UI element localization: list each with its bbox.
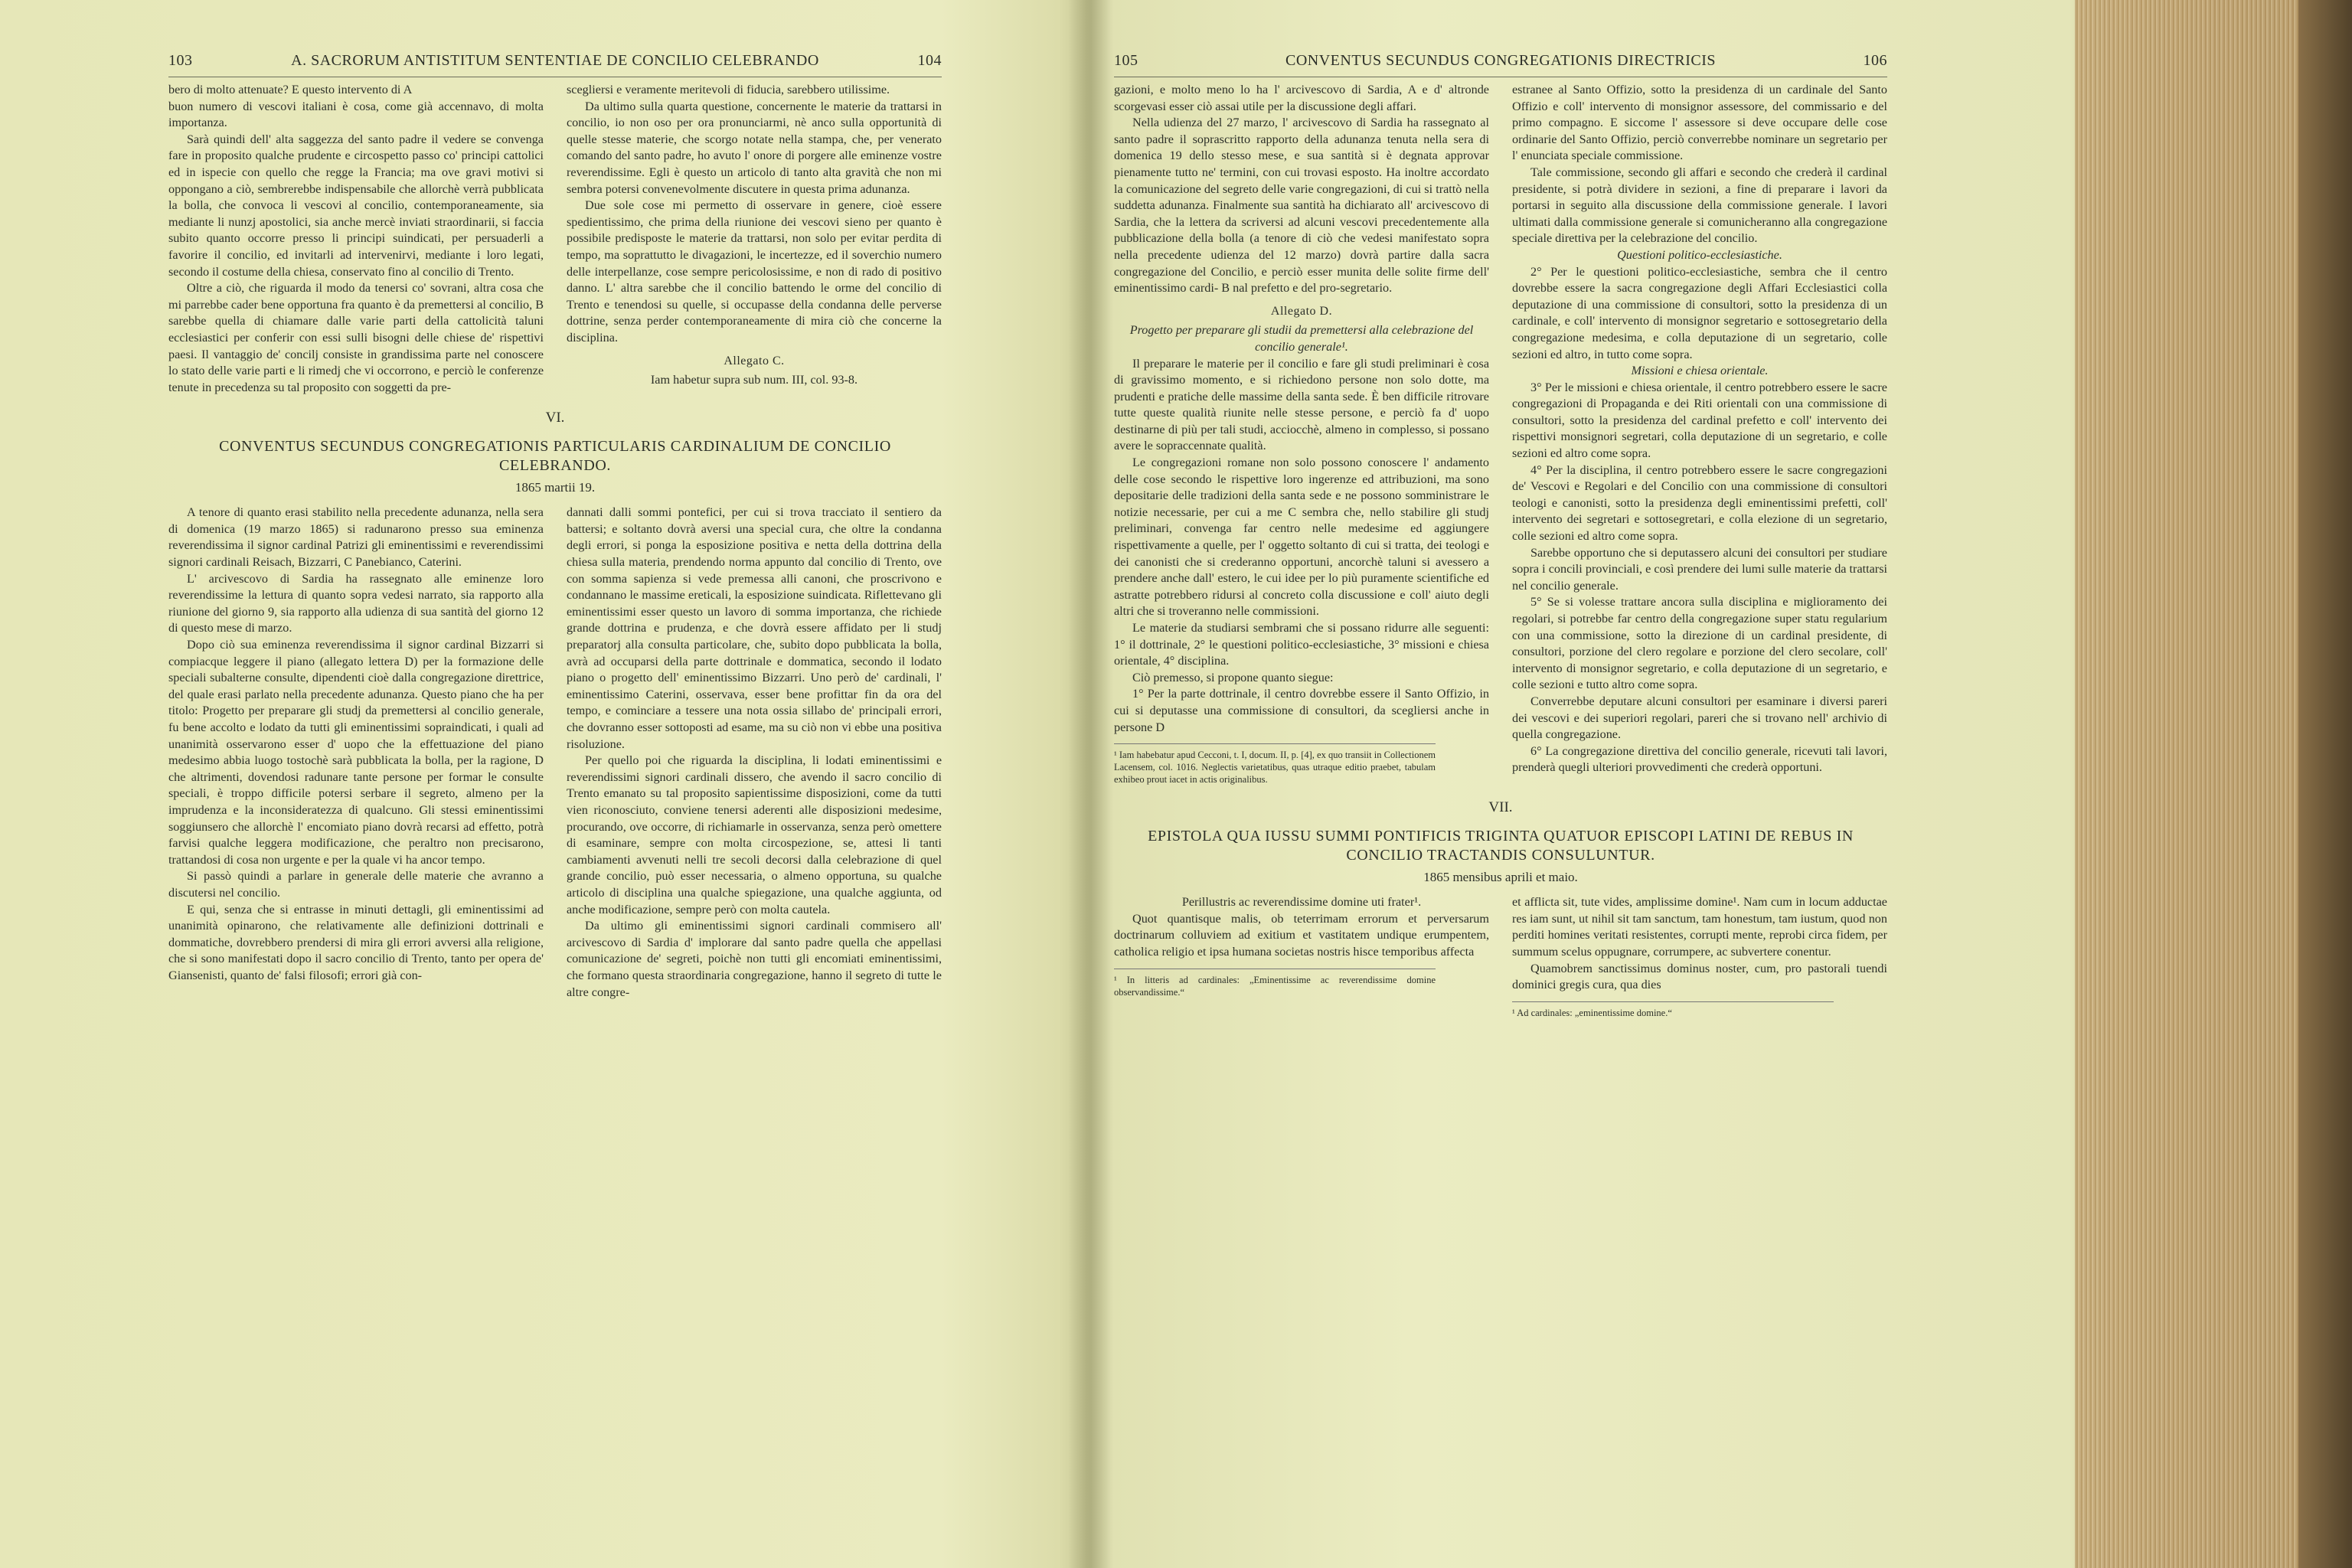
columns-top (1114, 82, 1887, 786)
paragraph: Si passò quindi a parlare in generale delle materie che avranno a discutersi nel concilio. (168, 869, 544, 900)
paragraph: 1° Per la parte dottrinale, il centro dovrebbe essere il Santo Offizio, in cui si deputasse una commissione di consultori, da scegliersi anche in persone D (1114, 687, 1489, 734)
right-page (1114, 46, 1887, 1019)
paragraph: Due sole cose mi permetto di osservare in genere, cioè essere spedientissimo, che prima della riunione dei vescovi sieno per quanto è possibile predisposte le materie da trattarsi, non solo per evitar perdita di tempo, ma soprattutto le divagazioni, le incertezze, ed il soverchio numero delle interpellanze, cose sempre pericolosissime, e non di rado di positivo danno. L' altra sarebbe che il concilio battendo le orme del concilio di Trento e tenendosi su quelle, si occupasse della condanna delle perverse dottrine, senza perder contemporaneamente di mira ciò che concerne la disciplina. (567, 198, 942, 345)
section-number: VI. (545, 410, 565, 426)
paragraph: Quot quantisque malis, ob teterrimam errorum et perversarum doctrinarum colluviem ad exitium et vastitatem undique erumpentem, catholica religio et ipsa humana societas nostris hisce temporibus affecta (1114, 911, 1489, 959)
paragraph: Tale commissione, secondo gli affari e secondo che crederà il cardinal presidente, si potrà dividere in sezioni, a fine di preparare i lavori da portarsi in seguito alla discussione della commissione generale. I lavori ultimati dalla commissione generale si comunicheranno alla congregazione speciale direttiva per la celebrazione del concilio. (1512, 165, 1887, 246)
salutation: Perillustris ac reverendissime domine uti frater¹. (1181, 895, 1422, 910)
paragraph: bero di molto attenuate? E questo intervento di A (168, 83, 413, 96)
paragraph: Oltre a ciò, che riguarda il modo da tenersi co' sovrani, altra cosa che mi parrebbe cader bene opportuna fra quanto è da premettersi al concilio, B sarebbe quella di chiamare dalle varie parti della cattolicità taluni ecclesiastici per conferir con essi sulli bisogni delle chiese de' rispettivi paesi. Il vantaggio de' concilj consiste in grandissima parte nel conoscere lo stato delle varie parti e li rimedj che vi occorrono, e perciò le conferenze tenute in precedenza su tal proposito con soggetti da pre- (168, 281, 544, 394)
paragraph: Sarà quindi dell' alta saggezza del santo padre il vedere se convenga fare in proposito qualche prudente e circospetto passo co' principi cattolici ed in ispecie con quello che regge la Francia; ma ove gravi motivi si oppongano a ciò, sembrerebbe indispensabile che allorchè verrà pubblicata la bolla, che convoca li vescovi al concilio, contemporaneamente, sia mediante li nunzj apostolici, sia anche mercè inviati straordinarii, si faccia subito quanto occorre presso li principi suindicati, per persuaderli a favorire il concilio, ed invitarli ad intervenirvi, mediante i loro legati, secondo il costume della chiesa, conservato fino al concilio di Trento. (168, 132, 544, 279)
paragraph: 5° Se si volesse trattare ancora sulla disciplina e miglioramento dei regolari, si potrebbe far centro della congregazione super statu regularium con una commissione, sotto la direzione di un cardinal presidente, di consultori, porzione del clero regolare e porzione del clero secolare, coll' intervento di monsignor segretario, e colla deputazione di un segretario, e colle sezioni e tutto altro come sopra. (1512, 595, 1887, 692)
paragraph: 2° Per le questioni politico-ecclesiastiche, sembra che il centro dovrebbe essere la sacra congregazione degli Affari Ecclesiastici colla deputazione di una commissione di consultori, sotto la presidenza di un cardinale, e coll' intervento di monsignor segretario e sottosegretario della congregazione medesima, e colla deputazione di un segretario, colle sezioni ed altro, in tutto come sopra. (1512, 264, 1887, 361)
columns-bottom (168, 505, 942, 1001)
page-number: 105 (1114, 52, 1138, 69)
paragraph: 3° Per le missioni e chiesa orientale, il centro potrebbero essere le sacre congregazioni di Propaganda e dei Riti orientali con una commissione di consultori, sotto la presidenza del cardinal prefetto e coll' intervento dei rispettivi monsignori segretari, colla deputazione di un segretario, e colle sezioni ed altro come sopra. (1512, 380, 1887, 461)
page-number: 103 (168, 52, 193, 69)
paragraph: dannati dalli sommi pontefici, per cui si trova tracciato il sentiero da battersi; e soltanto dovrà aversi una special cura, che oltre la condanna degli errori, si ponga la esposizione positiva e netta della dottrina della chiesa sulla materia, prendendo norma appunto dal concilio di Trento, ove con somma sapienza si vede premessa alli canoni, che proscrivono e condannano le massime ereticali, la esposizione suindicata. Riflettevano gli eminentissimi esser questo un lavoro di somma importanza, che richiede grande dottrina e prudenza, e che dovrà essere affidato per li studj preparatorj alla consulta particolare, che, subito dopo pubblicata la bolla, avrà ad occuparsi della parte dottrinale e dommatica, secondo il lodato piano o progetto dell' eminentissimo Bizzarri. Uno però de' cardinali, l' eminentissimo Caterini, osservava, esser bene profittar fin da ora del tempo, e cominciare a tessere una nota ossia sillabo de' principali errori, che dovranno esser sottoposti ad esame, ma su ciò non vi ebbe una positiva risoluzione. (567, 505, 942, 751)
paragraph: Dopo ciò sua eminenza reverendissima il signor cardinal Bizzarri si compiacque leggere il piano (allegato lettera D) per la formazione delle speciali subalterne consulte, dipendenti cioè dalla congregazione direttrice, del quale erasi parlato nella precedente adunanza. Questo piano che ha per titolo: Progetto per preparare gli studj da premettersi al concilio generale, fu bene accolto e lodato da tutti gli eminentissimi sopraindicati, i quali ad unanimità osservarono esser d' uopo che la effettuazione del piano medesimo abbia luogo tostochè sarà pubblicata la bolla, per la ragione, D che altrimenti, dovendosi radunare tante persone per formar le consulte speciali, è troppo difficile potersi serbare il segreto, almeno per la imprudenza e la inconsideratezza di qualcuno. Gli stessi eminentissimi soggiunsero che allorchè l' encomiato piano dovrà recarsi ad effetto, potrà farvisi qualche leggera modificazione, che peraltro non precisarono, trattandosi di cosa non urgente e per la quale vi ha ancor tempo. (168, 638, 544, 867)
paragraph: Quamobrem sanctissimus dominus noster, cum, pro pastorali tuendi dominici gregis cura, qua dies (1512, 961, 1887, 992)
running-header (168, 46, 942, 77)
running-head-title: CONVENTUS SECUNDUS CONGREGATIONIS DIRECTRICIS (1285, 52, 1716, 69)
page-number: 106 (1863, 52, 1887, 69)
column-left (1114, 82, 1489, 786)
paragraph: Le materie da studiarsi sembrami che si possano ridurre alle seguenti: 1° il dottrinale, 2° le questioni politico-ecclesiastiche, 3° missioni e chiesa orientale, 4° disciplina. (1114, 621, 1489, 668)
column-left (1114, 894, 1489, 1019)
page-edges (2075, 0, 2352, 1568)
paragraph: 6° La congregazione direttiva del concilio generale, ricevuti tali lavori, prenderà quegli ulteriori provvedimenti che crederà opportuni. (1512, 743, 1887, 775)
paragraph: Ciò premesso, si propone quanto siegue: (1132, 670, 1334, 684)
page-number: 104 (917, 52, 942, 69)
column-right (1512, 82, 1887, 786)
paragraph: Il preparare le materie per il concilio e fare gli studi preliminari è cosa di gravissimo momento, e si richiedono persone non solo dotte, ma prudenti e pratiche delle massime della santa sede. È ben difficile ritrovare tutte queste qualità riunite nelle stesse persone, e perciò fa d' uopo destinarne di più per tali studi, acciocchè, almeno in complesso, si possano avere le sopraccennate qualità. (1114, 356, 1489, 453)
section-title: EPISTOLA QUA IUSSU SUMMI PONTIFICIS TRIGINTA QUATUOR EPISCOPI LATINI DE REBUS IN CONCILIO TRACTANDIS CONSULUNTUR. (1148, 828, 1854, 864)
paragraph: Le congregazioni romane non solo possono conoscere l' andamento delle cose secondo le rispettive loro ingerenze ed attribuzioni, ma sono depositarie delle tradizioni della santa sede e ne possono somministrare le notizie necessarie, per cui a me C sembra che, nello stabilire gli studj preliminari, convenga far centro nelle medesime ed aggiungere rispettivamente a quelle, per l' oggetto soltanto di cui si tratta, dei teologi e dei canonisti che si crederanno opportuni, ancorchè taluni si avessero a prendere anche dall' estero, le cui idee per lo più puramente scientifiche ed astratte potrebbero ridursi al concreto colla discussione e coll' aiuto degli altri che si troveranno nelle commissioni. (1114, 456, 1489, 619)
paragraph: Nella udienza del 27 marzo, l' arcivescovo di Sardia ha rassegnato al santo padre il soprascritto rapporto della adunanza tenuta nella sera di domenica 19 dello stesso mese, e sua santità si è degnata approvar pienamente tutto ne' termini, con cui trovasi esposto. Ha inoltre accordato la comunicazione del segreto delle varie congregazioni, di cui si trattò nella suddetta adunanza. Finalmente sua santità ha dichiarato all' arcivescovo di Sardia, che la lettera da scriversi ad alcuni vescovi precedentemente alla pubblicazione della bolla (a tenore di ciò che vedesi manifestato sopra nella precedente udienza del 12 marzo) dovrà partire dalla sacra congregazione del Concilio, e perciò esser munita delle solite firme dell' eminentissimo cardi- B nal prefetto e del pro-segretario. (1114, 116, 1489, 296)
running-header (1114, 46, 1887, 77)
section-date: 1865 martii 19. (514, 480, 596, 495)
paragraph: estranee al Santo Offizio, sotto la presidenza di un cardinale del Santo Offizio e coll' intervento di monsignor assessore, del commissario e del primo compagno. E siccome l' assessore si deve occupare delle cose ordinarie del Santo Offizio, perciò converrebbe nominare un segretario per l' enunciata speciale commissione. (1512, 83, 1887, 163)
paragraph: Da ultimo gli eminentissimi signori cardinali commisero all' arcivescovo di Sardia d' implorare dal santo padre quella che appellasi comunicazione de' segreti, poichè non tutti gli encomiati eminentissimi, che formano questa straordinaria congregazione, hanno il segreto di tutte le altre congre- (567, 919, 942, 999)
column-right (1512, 894, 1887, 1019)
column-left (168, 82, 544, 396)
paragraph: scegliersi e veramente meritevoli di fiducia, sarebbero utilissime. (567, 83, 890, 96)
column-right (567, 505, 942, 1001)
allegato-title: Progetto per preparare gli studii da premettersi alla celebrazione del concilio generale¹. (1129, 323, 1474, 354)
columns-letter (1114, 894, 1887, 1019)
paragraph: Da ultimo sulla quarta questione, concernente le materie da trattarsi in concilio, io non oso per ora pronunciarmi, nè anco sulla opportunità di quelle stesse materie, che scorgo notate nella stampa, che, per venerato comando del santo padre, ho avuto l' onore di porgere alle eminenze vostre reverendissime. Egli è questo un articolo di tanto alta gravità che non mi sembra potersi convenevolmente discutere in questa prima adunanza. (567, 99, 942, 196)
allegato-heading: Allegato C. (724, 354, 785, 368)
paragraph: buon numero di vescovi italiani è cosa, come già accennavo, di molta importanza. (168, 99, 544, 130)
running-head-title: A. SACRORUM ANTISTITUM SENTENTIAE DE CONCILIO CELEBRANDO (291, 52, 819, 69)
book-gutter (1068, 0, 1114, 1568)
paragraph: Converrebbe deputare alcuni consultori per esaminare i diversi pareri dei vescovi e dei superiori regolari, pareri che si trovano nell' archivio di quella congregazione. (1512, 694, 1887, 742)
subheading: Questioni politico-ecclesiastiche. (1617, 247, 1782, 262)
footnote: ¹ Ad cardinales: „eminentissime domine.“ (1512, 1001, 1834, 1019)
paragraph: et afflicta sit, tute vides, amplissime domine¹. Nam cum in locum adductae res iam sunt, ut nihil sit tam sanctum, tam honestum, tam iustum, quod non perditi homines veritati resistentes, corrupti mente, reprobi circa fidem, per summum scelus oppugnare, corrumpere, ac subvertere conentur. (1512, 895, 1887, 959)
subheading: Missioni e chiesa orientale. (1631, 364, 1769, 378)
footnote: ¹ Iam habebatur apud Cecconi, t. I, docum. II, p. [4], ex quo transiit in Collectionem Lacensem, col. 1016. Neglectis varietatibus, quas utraque editio praebet, tabulam exhibeo prout iacet in actis originalibus. (1114, 743, 1436, 786)
column-right (567, 82, 942, 396)
paragraph: L' arcivescovo di Sardia ha rassegnato alle eminenze loro reverendissime la lettura di quanto sopra vedesi narrato, sia rapporto alla riunione del giorno 9, sia rapporto alla udienza di sua santità del giorno 12 di questo mese di marzo. (168, 571, 544, 635)
columns-top (168, 82, 942, 396)
column-left (168, 505, 544, 1001)
section-title: CONVENTUS SECUNDUS CONGREGATIONIS PARTICULARIS CARDINALIUM DE CONCILIO CELEBRANDO. (219, 438, 891, 475)
section-date: 1865 mensibus aprili et maio. (1423, 870, 1578, 885)
allegato-text: Iam habetur supra sub num. III, col. 93-8. (650, 373, 858, 387)
paragraph: Per quello poi che riguarda la disciplina, li lodati eminentissimi e reverendissimi signori cardinali dissero, che avendo il sacro concilio di Trento emanato su tal proposito sapientissime disposizioni, come da tutti vien riconosciuto, conviene tenersi aderenti alle disposizioni medesime, procurando, ove occorre, di richiamarle in osservanza, senza però omettere di esaminare, sempre con molta circospezione, se, attesi li tanti cambiamenti avvenuti nelli tre secoli decorsi dalla celebrazione di quel grande concilio, può esser necessaria, o almeno opportuna, su qualche articolo di disciplina una qualche spiegazione, una qualche aggiunta, od anche modificazione, sempre però con molta cautela. (567, 753, 942, 916)
section-number: VII. (1488, 799, 1513, 816)
paragraph: 4° Per la disciplina, il centro potrebbero essere le sacre congregazioni de' Vescovi e Regolari e del Concilio con una commissione di consultori teologi e canonisti, sotto la presidenza degli eminentissimi prefetti, coll' intervento dei segretari e sottosegretari, e colla elezione di un segretario, colle sezioni ed altro come sopra. (1512, 462, 1887, 544)
left-page (168, 46, 942, 1001)
allegato-heading: Allegato D. (1270, 304, 1333, 318)
paragraph: A tenore di quanto erasi stabilito nella precedente adunanza, nella sera di domenica (19 marzo 1865) si radunarono presso sua eminenza reverendissima il signor cardinal Patrizi gli eminentissimi e reverendissimi signori cardinali Reisach, Bizzarri, C Panebianco, Caterini. (168, 505, 544, 570)
paragraph: E qui, senza che si entrasse in minuti dettagli, gli eminentissimi ad unanimità opinarono, che relativamente alle definizioni dottrinali e dommatiche, dovrebbero prendersi di mira gli errori avversi alla religione, che si sono manifestati dopo il sacro concilio di Trento, tanto per opera de' Giansenisti, quanto de' falsi filosofi; errori già con- (168, 902, 544, 982)
paragraph: Sarebbe opportuno che si deputassero alcuni dei consultori per studiare sopra i concili provinciali, e così prendere dei lumi sulle materie da trattarsi nel concilio generale. (1512, 545, 1887, 593)
footnote: ¹ In litteris ad cardinales: „Eminentissime ac reverendissime domine observandissime.“ (1114, 969, 1436, 998)
paragraph: gazioni, e molto meno lo ha l' arcivescovo di Sardia, A e d' altronde scorgevasi esser ciò assai utile per la discussione degli affari. (1114, 83, 1489, 113)
